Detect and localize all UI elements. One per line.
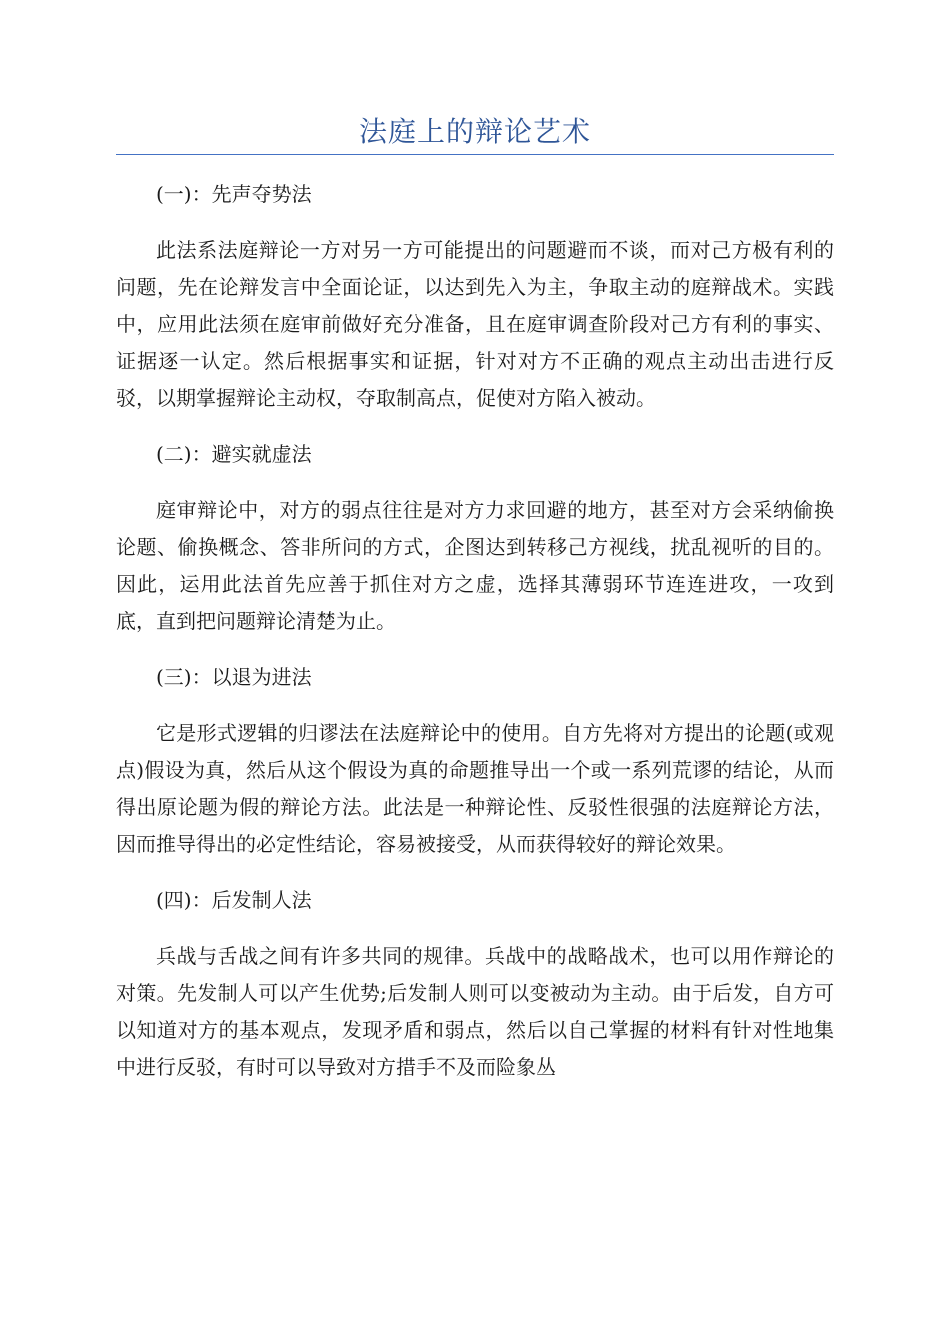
title-container <box>116 112 834 152</box>
section-heading-3: (三)：以退为进法 <box>156 665 312 689</box>
section-paragraph-2: 庭审辩论中，对方的弱点往往是对方力求回避的地方，甚至对方会采纳偷换论题、偷换概念、答非所问的方式，企图达到转移己方视线，扰乱视听的目的。因此，运用此法首先应善于抓住对方之虚，选择其薄弱环节连连进攻，一攻到底，直到把问题辩论清楚为止。 <box>116 498 834 633</box>
section-heading-4: (四)：后发制人法 <box>156 888 312 912</box>
section-paragraph-3: 它是形式逻辑的归谬法在法庭辩论中的使用。自方先将对方提出的论题(或观点)假设为真，然后从这个假设为真的命题推导出一个或一系列荒谬的结论，从而得出原论题为假的辩论方法。此法是一种辩论性、反驳性很强的法庭辩论方法，因而推导得出的必定性结论，容易被接受，从而获得较好的辩论效果。 <box>116 721 834 856</box>
section-paragraph-1: 此法系法庭辩论一方对另一方可能提出的问题避而不谈，而对己方极有利的问题，先在论辩发言中全面论证，以达到先入为主，争取主动的庭辩战术。实践中，应用此法须在庭审前做好充分准备，且在庭审调查阶段对己方有利的事实、证据逐一认定。然后根据事实和证据，针对对方不正确的观点主动出击进行反驳，以期掌握辩论主动权，夺取制高点，促使对方陷入被动。 <box>116 238 834 410</box>
document-title: 法庭上的辩论艺术 <box>358 115 591 148</box>
section-paragraph-4: 兵战与舌战之间有许多共同的规律。兵战中的战略战术，也可以用作辩论的对策。先发制人可以产生优势;后发制人则可以变被动为主动。由于后发，自方可以知道对方的基本观点，发现矛盾和弱点，然后以自己掌握的材料有针对性地集中进行反驳，有时可以导致对方措手不及而险象丛 <box>116 944 834 1079</box>
title-underline <box>116 154 834 155</box>
section-heading-2: (二)：避实就虚法 <box>156 442 312 466</box>
document-body <box>116 176 834 1105</box>
section-heading-1: (一)：先声夺势法 <box>156 182 312 206</box>
